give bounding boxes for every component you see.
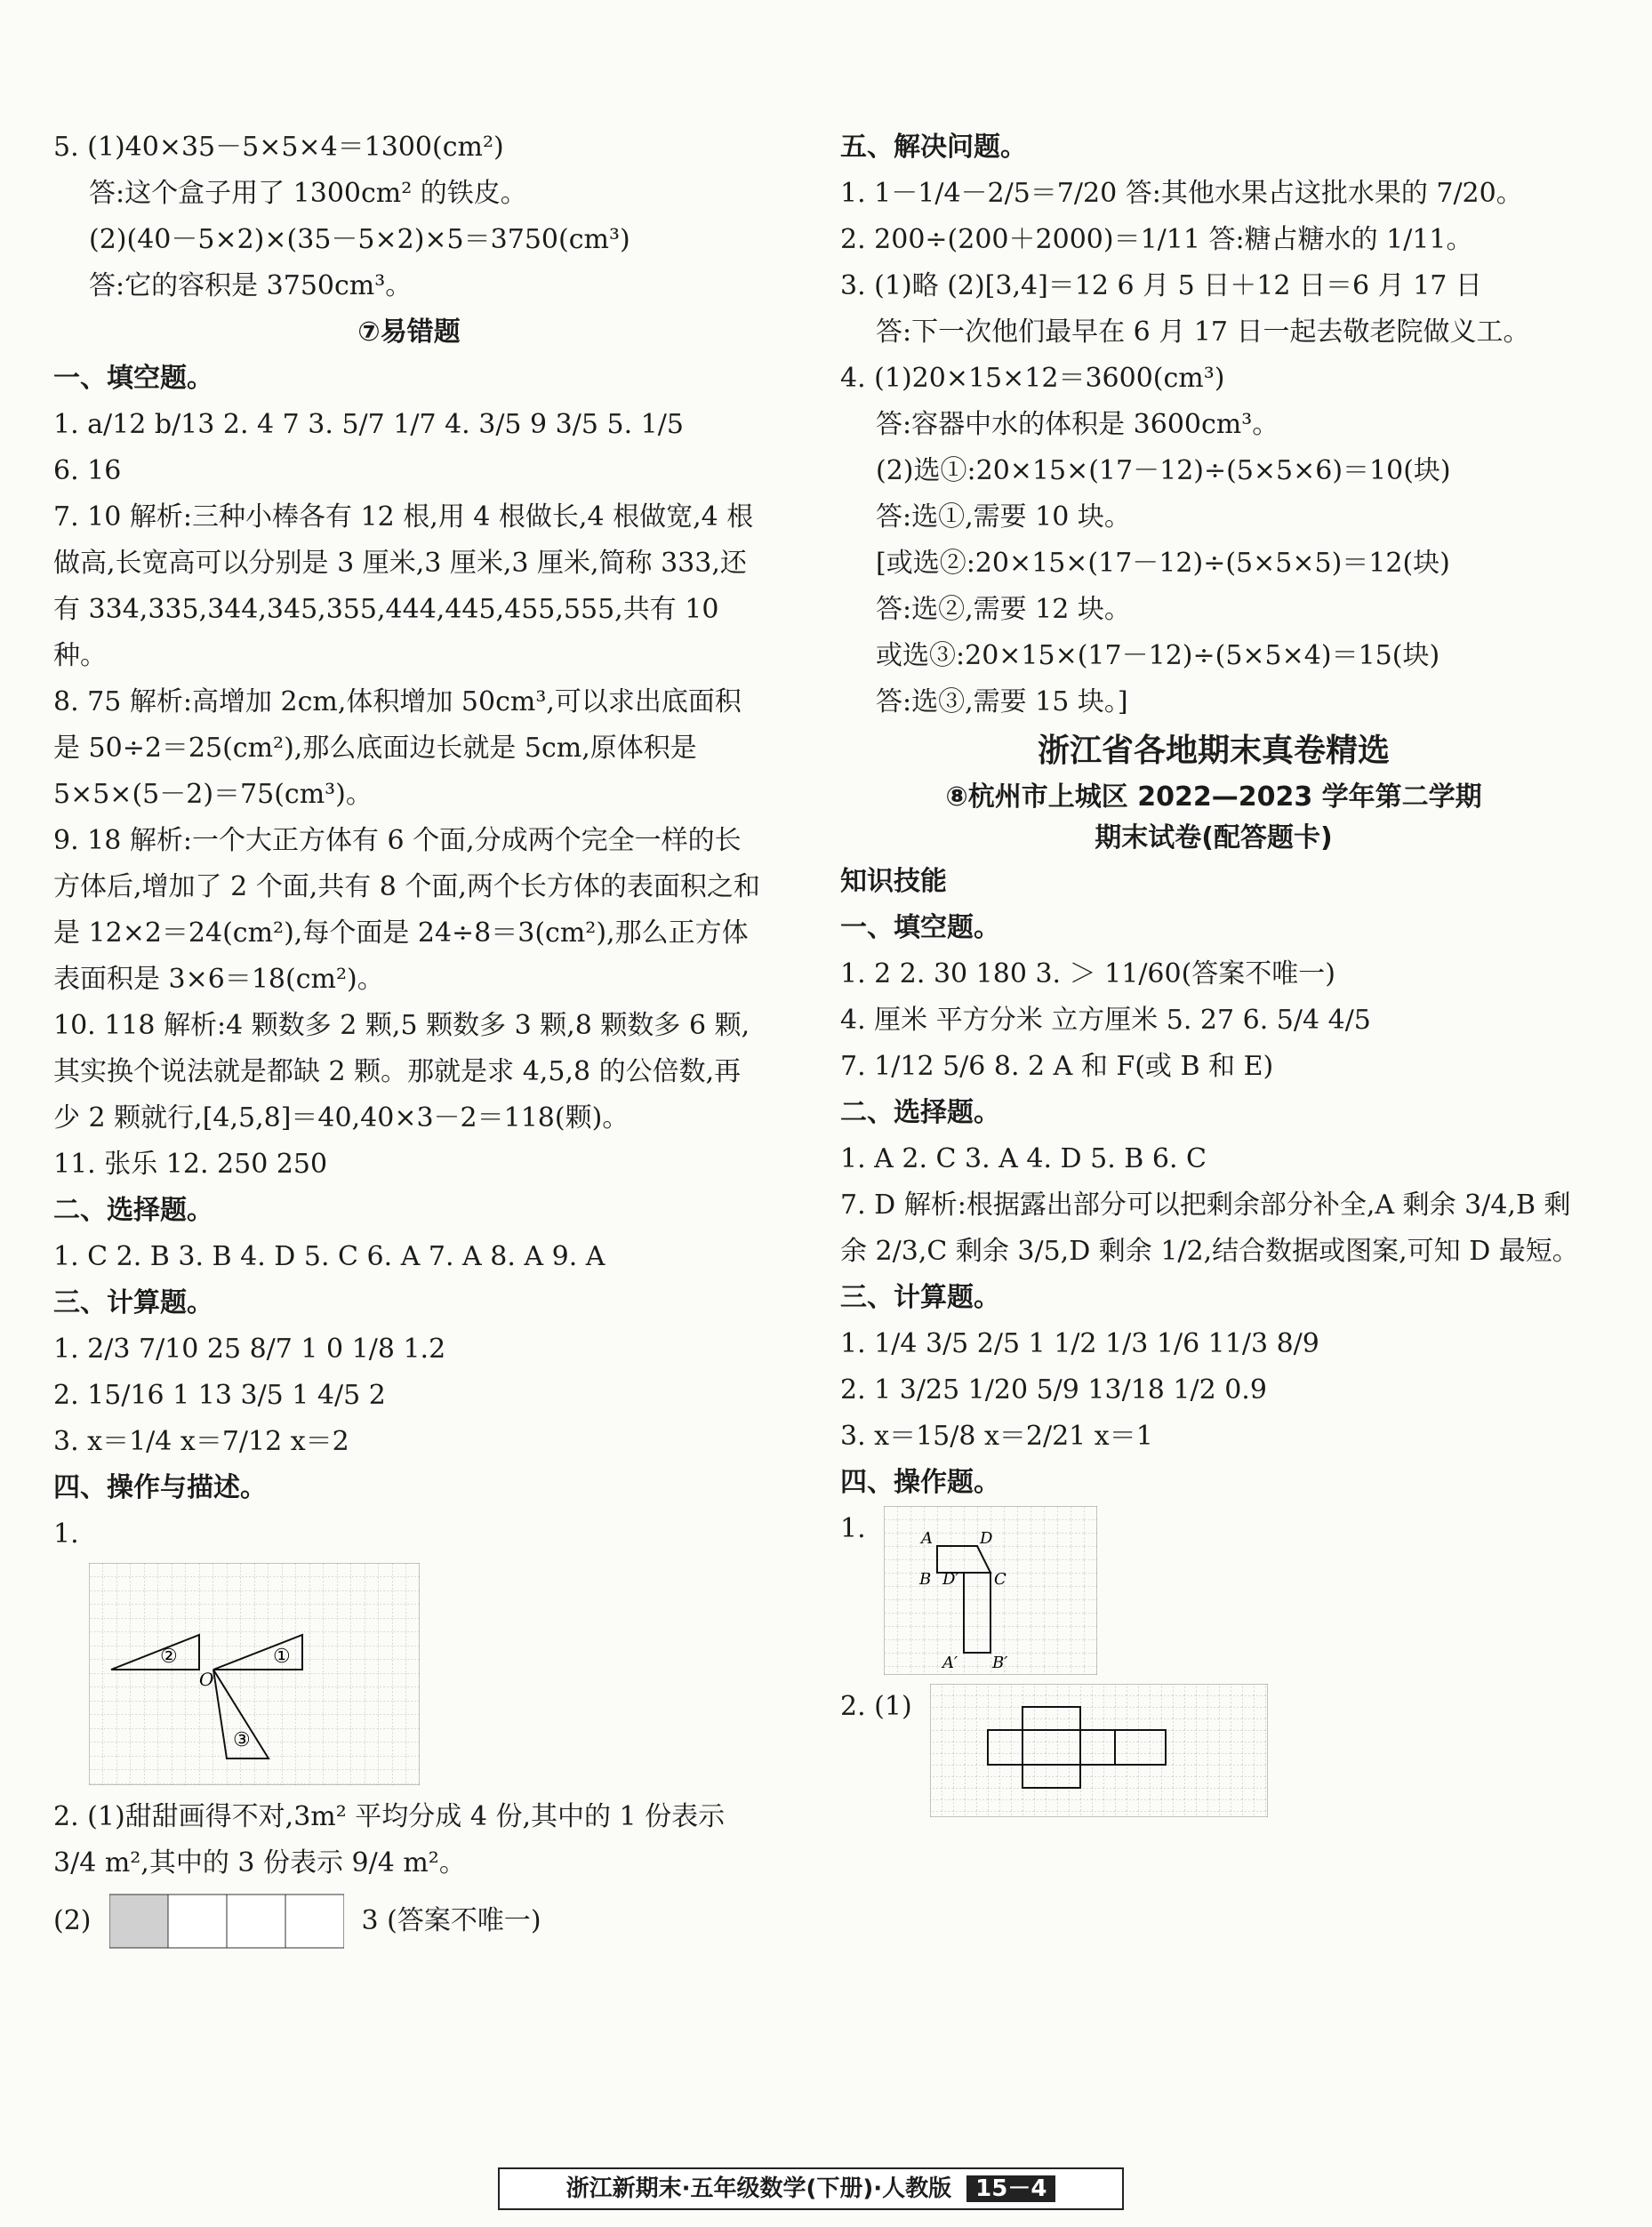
label-b-prime: B′ <box>991 1654 1007 1672</box>
paper-subtitle: ⑧杭州市上城区 2022—2023 学年第二学期 <box>945 781 1482 813</box>
answer-line: 1. 1－1/4－2/5＝7/20 答:其他水果占这批水果的 7/20。 <box>840 178 1523 209</box>
section-title: 知识技能 <box>840 866 947 897</box>
label-d: D <box>979 1529 993 1548</box>
footer-title: 浙江新期末·五年级数学(下册)·人教版 <box>565 2175 952 2202</box>
answer-line: 2. 1 3/25 1/20 5/9 13/18 1/2 0.9 <box>840 1374 1267 1406</box>
section-title: 三、计算题。 <box>840 1282 1000 1313</box>
label-b: B <box>918 1570 931 1589</box>
label-a: A <box>920 1529 933 1548</box>
rotation-grid-figure <box>89 1563 765 1789</box>
answer-line: 7. 10 解析:三种小棒各有 12 根,用 4 根做长,4 根做宽,4 根做高,长宽高可以分别是 3 厘米,3 厘米,3 厘米,简称 333,还有 334,335,344,345,355,444,445,455,555,共有 10 种。 <box>53 501 754 671</box>
answer-line: 答:下一次他们最早在 6 月 17 日一起去敬老院做义工。 <box>876 316 1530 348</box>
answer-line: 8. 75 解析:高增加 2cm,体积增加 50cm³,可以求出底面积是 50÷2＝25(cm²),那么底面边长就是 5cm,原体积是 5×5×(5－2)＝75(cm³)。 <box>53 686 742 810</box>
answer-line: 答:容器中水的体积是 3600cm³。 <box>876 409 1279 440</box>
translation-grid-figure <box>884 1506 1097 1675</box>
answer-line: 答:这个盒子用了 1300cm² 的铁皮。 <box>89 178 527 209</box>
section-heading: ⑦易错题 <box>357 316 461 348</box>
sub-answer: 3 (答案不唯一) <box>361 1905 541 1936</box>
answer-line: 1. C 2. B 3. B 4. D 5. C 6. A 7. A 8. A 9. A <box>53 1241 605 1272</box>
label-o: O <box>199 1669 214 1690</box>
label-c: C <box>993 1570 1006 1589</box>
answer-line <box>53 1894 765 1949</box>
net-grid-figure <box>930 1684 1268 1817</box>
answer-line: 3. x＝15/8 x＝2/21 x＝1 <box>840 1421 1153 1452</box>
op1-row <box>840 1506 1587 1675</box>
section-title: 三、计算题。 <box>53 1287 213 1318</box>
answer-line: 5. (1)40×35－5×5×4＝1300(cm²) <box>53 132 504 163</box>
answer-line: 1. 2 2. 30 180 3. ＞ 11/60(答案不唯一) <box>840 958 1336 989</box>
label-2: ② <box>160 1646 178 1668</box>
answer-line: (2)(40－5×2)×(35－5×2)×5＝3750(cm³) <box>89 224 630 255</box>
left-column <box>53 124 765 1949</box>
answer-line: 2. 200÷(200＋2000)＝1/11 答:糖占糖水的 1/11。 <box>840 224 1473 255</box>
section-title: 一、填空题。 <box>53 363 213 394</box>
answer-line: 7. 1/12 5/6 8. 2 A 和 F(或 B 和 E) <box>840 1051 1274 1082</box>
section-title: 五、解决问题。 <box>840 132 1027 163</box>
answer-line: 4. 厘米 平方分米 立方厘米 5. 27 6. 5/4 4/5 <box>840 1005 1371 1036</box>
answer-line: [或选②:20×15×(17－12)÷(5×5×5)＝12(块) <box>876 548 1450 579</box>
answer-line: 4. (1)20×15×12＝3600(cm³) <box>840 363 1225 394</box>
bar-figure <box>109 1894 344 1949</box>
answer-line: 1. A 2. C 3. A 4. D 5. B 6. C <box>840 1143 1207 1174</box>
answer-line: (2)选①:20×15×(17－12)÷(5×5×6)＝10(块) <box>876 455 1451 486</box>
answer-line: 或选③:20×15×(17－12)÷(5×5×4)＝15(块) <box>876 640 1440 671</box>
answer-line: 答:它的容积是 3750cm³。 <box>89 270 413 301</box>
answer-line: 11. 张乐 12. 250 250 <box>53 1149 328 1180</box>
page-footer <box>498 2167 1124 2210</box>
paper-title: 浙江省各地期末真卷精选 <box>1037 733 1390 769</box>
section-title: 四、操作与描述。 <box>53 1472 267 1503</box>
label-1: ① <box>273 1646 291 1668</box>
answer-line: 3. (1)略 (2)[3,4]＝12 6 月 5 日＋12 日＝6 月 17 日 <box>840 270 1482 301</box>
answer-line: 9. 18 解析:一个大正方体有 6 个面,分成两个完全一样的长方体后,增加了 2 个面,共有 8 个面,两个长方体的表面积之和是 12×2＝24(cm²),每个面是 24÷8＝3(cm²),那么正方体表面积是 3×6＝18(cm²)。 <box>53 825 760 995</box>
section-title: 二、选择题。 <box>840 1097 1000 1128</box>
answer-line: 答:选①,需要 10 块。 <box>876 501 1131 533</box>
answer-line: 2. 15/16 1 13 3/5 1 4/5 2 <box>53 1380 386 1411</box>
right-column <box>840 124 1587 1817</box>
answer-line: 2. (1) <box>840 1691 912 1722</box>
section-title: 四、操作题。 <box>840 1467 1000 1498</box>
page-number: 15－4 <box>966 2175 1055 2202</box>
answer-line: 答:选③,需要 15 块。] <box>876 686 1128 717</box>
answer-line: 7. D 解析:根据露出部分可以把剩余部分补全,A 剩余 3/4,B 剩余 2/3,C 剩余 3/5,D 剩余 1/2,结合数据或图案,可知 D 最短。 <box>840 1190 1579 1267</box>
answer-line: 1. 1/4 3/5 2/5 1 1/2 1/3 1/6 11/3 8/9 <box>840 1328 1319 1359</box>
label-a-prime: A′ <box>942 1654 958 1672</box>
answer-line: 1. <box>840 1513 866 1544</box>
section-title: 二、选择题。 <box>53 1195 213 1226</box>
paper-subtitle: 期末试卷(配答题卡) <box>1095 822 1333 853</box>
answer-line: 1. <box>53 1518 79 1550</box>
grid-svg <box>89 1563 420 1785</box>
answer-line: 1. 2/3 7/10 25 8/7 1 0 1/8 1.2 <box>53 1334 446 1365</box>
op2-row <box>840 1684 1587 1817</box>
section-title: 一、填空题。 <box>840 912 1000 943</box>
label-3: ③ <box>233 1729 251 1751</box>
answer-line: 1. a/12 b/13 2. 4 7 3. 5/7 1/7 4. 3/5 9 3/5 5. 1/5 <box>53 409 684 440</box>
answer-line: 3. x＝1/4 x＝7/12 x＝2 <box>53 1426 349 1457</box>
answer-line: 答:选②,需要 12 块。 <box>876 594 1131 625</box>
answer-line: 10. 118 解析:4 颗数多 2 颗,5 颗数多 3 颗,8 颗数多 6 颗,其实换个说法就是都缺 2 颗。那就是求 4,5,8 的公倍数,再少 2 颗就行,[4,5,8]＝40,40×3－2＝118(颗)。 <box>53 1010 750 1134</box>
label-d-prime: D′ <box>942 1570 959 1589</box>
sub-label: (2) <box>53 1905 92 1936</box>
answer-line: 2. (1)甜甜画得不对,3m² 平均分成 4 份,其中的 1 份表示 3/4 m²,其中的 3 份表示 9/4 m²。 <box>53 1801 726 1879</box>
answer-line: 6. 16 <box>53 455 122 486</box>
